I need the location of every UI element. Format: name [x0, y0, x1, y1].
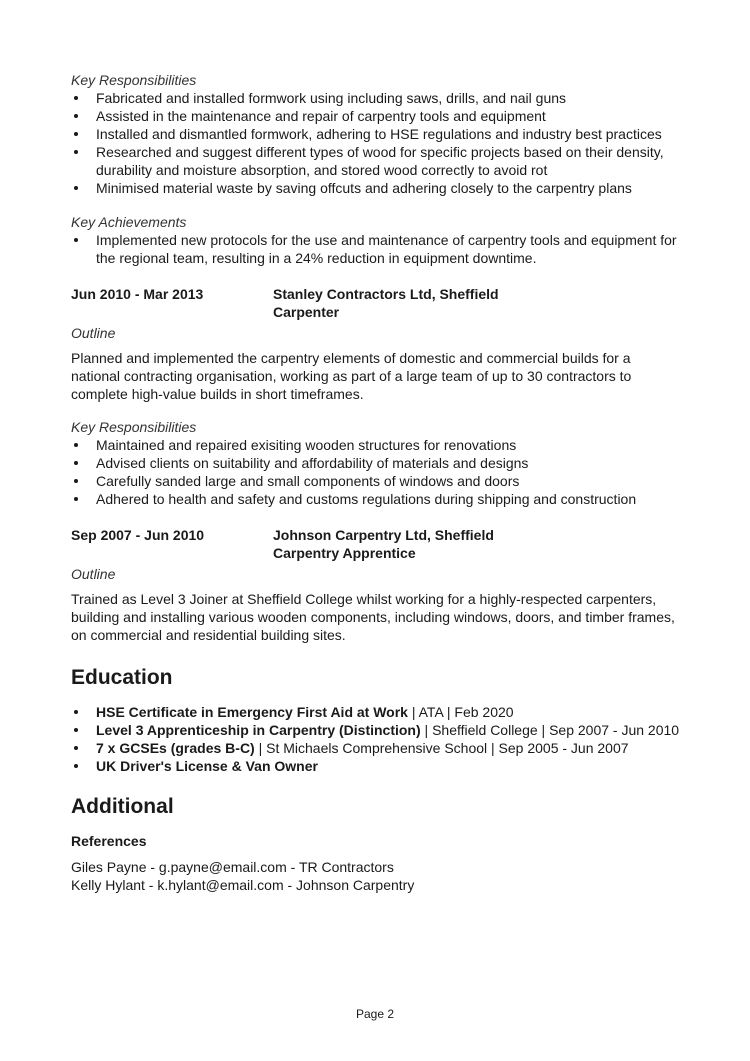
resume-page	[71, 0, 683, 894]
list-item: Assisted in the maintenance and repair of carpentry tools and equipment	[71, 107, 683, 125]
education-heading: Education	[71, 666, 173, 689]
qualification: 7 x GCSEs (grades B-C)	[96, 740, 255, 756]
key-responsibilities-heading: Key Responsibilities	[71, 72, 197, 88]
job1-responsibilities-list	[71, 89, 683, 197]
list-item: Fabricated and installed formwork using including saws, drills, and nail guns	[71, 89, 683, 107]
job2-employer: Stanley Contractors Ltd, Sheffield	[273, 286, 499, 302]
education-item	[71, 757, 683, 775]
key-responsibilities-heading: Key Responsibilities	[71, 419, 197, 435]
job3-employer: Johnson Carpentry Ltd, Sheffield	[273, 527, 494, 543]
job3-dates: Sep 2007 - Jun 2010	[71, 527, 205, 543]
list-item: Researched and suggest different types of wood for specific projects based on their density, durability and moisture absorption, and stored wood correctly to avoid rot	[71, 143, 683, 179]
list-item: Advised clients on suitability and affordability of materials and designs	[71, 454, 683, 472]
job2-header	[71, 285, 683, 321]
job2-dates: Jun 2010 - Mar 2013	[71, 286, 204, 302]
job2-responsibilities-list	[71, 436, 683, 508]
additional-heading: Additional	[71, 795, 174, 818]
job2-role: Carpenter	[273, 304, 340, 320]
education-item	[71, 721, 683, 739]
list-item: Maintained and repaired exisiting wooden structures for renovations	[71, 436, 683, 454]
key-achievements-heading: Key Achievements	[71, 214, 187, 230]
education-item	[71, 703, 683, 721]
outline-heading: Outline	[71, 566, 116, 582]
job3-outline: Trained as Level 3 Joiner at Sheffield College whilst working for a highly-respected carpenters, building and installing various wooden components, including windows, doors, and timber frames, on commercial and residential building sites.	[71, 591, 675, 643]
list-item: Adhered to health and safety and customs regulations during shipping and construction	[71, 490, 683, 508]
qualification: Level 3 Apprenticeship in Carpentry (Distinction)	[96, 722, 421, 738]
qualification: HSE Certificate in Emergency First Aid at Work	[96, 704, 408, 720]
list-item: Carefully sanded large and small components of windows and doors	[71, 472, 683, 490]
job2-employer-block	[273, 285, 499, 321]
reference-line: Giles Payne - g.payne@email.com - TR Contractors	[71, 859, 394, 875]
education-item	[71, 739, 683, 757]
list-item: Minimised material waste by saving offcuts and adhering closely to the carpentry plans	[71, 179, 683, 197]
education-list	[71, 703, 683, 775]
qualification-details: | Sheffield College | Sep 2007 - Jun 2010	[420, 722, 680, 738]
list-item: Installed and dismantled formwork, adhering to HSE regulations and industry best practices	[71, 125, 683, 143]
references-heading: References	[71, 833, 147, 849]
outline-heading: Outline	[71, 325, 116, 341]
list-item: Implemented new protocols for the use and maintenance of carpentry tools and equipment for the regional team, resulting in a 24% reduction in equipment downtime.	[71, 231, 683, 267]
qualification: UK Driver's License & Van Owner	[96, 758, 318, 774]
job3-role: Carpentry Apprentice	[273, 545, 416, 561]
page-number: Page 2	[355, 1007, 395, 1021]
job1-achievements-list	[71, 231, 683, 267]
job3-header	[71, 526, 683, 562]
job2-outline: Planned and implemented the carpentry elements of domestic and commercial builds for a national contracting organisation, working as part of a large team of up to 30 contractors to complete high-value builds in short timeframes.	[71, 350, 632, 402]
qualification-details: | St Michaels Comprehensive School | Sep 2005 - Jun 2007	[254, 740, 629, 756]
reference-line: Kelly Hylant - k.hylant@email.com - Johnson Carpentry	[71, 877, 415, 893]
job3-employer-block	[273, 526, 494, 562]
qualification-details: | ATA | Feb 2020	[407, 704, 514, 720]
